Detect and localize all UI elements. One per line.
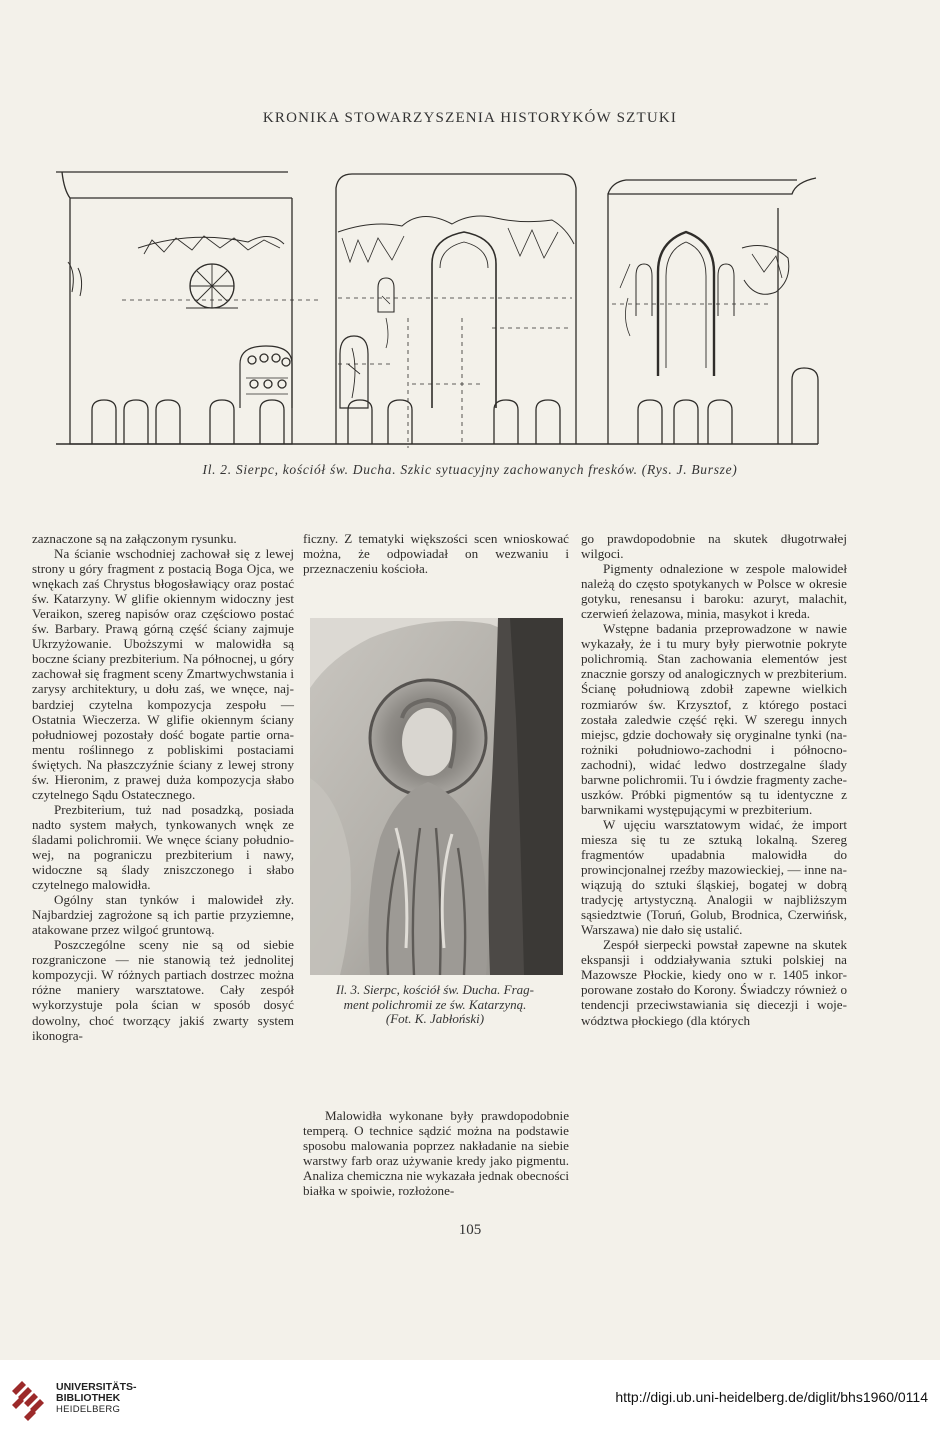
- paragraph: Prezbiterium, tuż nad posadzką, posiada nadto system małych, tynkowanych wnęk ze śladami polichromii. We wnęce ściany południowej, na pograniczu prezbiterium i nawy, widoczne są ślady zniszczonego i słabo czytelnego malowidła.: [32, 801, 294, 893]
- source-url-link[interactable]: http://digi.ub.uni-heidelberg.de/diglit/bhs1960/0114: [615, 1389, 928, 1405]
- library-logo-icon: [8, 1377, 52, 1421]
- paragraph: Wstępne badania przeprowadzone w nawie wykazały, że i tu mury były pierwotnie pokryte polichromią. Stan zachowania elementów jest znacznie gorszy od analogicznych w prezbiterium. Ścianę południową zdobił zapewne wielkich rozmiarów św. Krzysztof, z którego postaci została zaledwie część ręki. W szeregu innych miejsc, gdzie dochowały się oryginalne tynki (narożniki południowo-zachodni i północno-zachodni), widać ledwo dostrzegalne ślady barwne polichromii. Tu i ówdzie fragmenty zacheuszków. Próbki pigmentów są tu identyczne z barwnikami występującymi w prezbiterium.: [581, 621, 847, 817]
- running-title: KRONIKA STOWARZYSZENIA HISTORYKÓW SZTUKI: [262, 110, 678, 126]
- figure-2-caption: Il. 2. Sierpc, kościół św. Ducha. Szkic sytuacyjny zachowanych fresków. (Rys. J. Bursze): [202, 462, 738, 477]
- digital-library-footer: [0, 1360, 940, 1436]
- paragraph: ficzny. Z tematyki większości scen wnioskować można, że odpowiadał on wezwaniu i przeznaczeniu kościoła.: [303, 531, 569, 577]
- caption-line: ment polichromii ze św. Katarzyną.: [343, 996, 527, 1012]
- text-column-2-top: [303, 531, 569, 576]
- paragraph: Ogólny stan tynków i malowideł zły. Najbardziej zagrożone są ich partie przyziemne, atakowane przez wilgoć gruntową.: [32, 892, 294, 938]
- paragraph: W ujęciu warsztatowym widać, że import miesza się tu ze sztuką lokalną. Szereg fragmentów upadabnia malowidła do prowincjonalnej rzeźby mazowieckiej, — inne nawiązują do sztuki śląskiej, bogatej w dobrą tradycję artystyczną. Analogii w najbliższym sąsiedztwie (Toruń, Golub, Brodnica, Czerwińsk, Warszawa) nie dało się ustalić.: [581, 816, 847, 938]
- paragraph: Pigmenty odnalezione w zespole malowideł należą do często spotykanych w Polsce w okresie gotyku, renesansu i baroku: azuryt, malachit, czerwień żelazowa, minia, masykot i kreda.: [581, 561, 847, 622]
- paragraph: Zespół sierpecki powstał zapewne na skutek ekspansji i oddziaływania sztuki polskiej na Mazowsze Płockie, kiedy ono w r. 1405 inkorporowane zostało do Korony. Świadczy również o tendencji przeciwstawiania się diecezji i województwa płockiego (dla których: [581, 937, 847, 1028]
- fresco-photograph: [310, 618, 563, 975]
- paragraph: Malowidła wykonane były prawdopodobnie temperą. O technice sądzić można na podstawie sposobu malowania poprzez nakładanie na siebie warstwy farb oraz używanie kredy jako pigmentu. Analiza chemiczna nie wykazała jednak obecności białka w spoiwie, rozłożone-: [303, 1108, 569, 1199]
- paragraph: go prawdopodobnie na skutek długotrwałej wilgoci.: [581, 531, 847, 562]
- text-column-2-bottom: [303, 1108, 569, 1198]
- fresco-layout-drawing: [52, 168, 822, 450]
- photo-credit: (Fot. K. Jabłoński): [385, 1011, 485, 1026]
- figure-3-caption: [300, 983, 570, 1027]
- paragraph: zaznaczone są na załączonym rysunku.: [32, 531, 237, 546]
- caption-line: Il. 3. Sierpc, kościół św. Ducha. Frag-: [336, 982, 534, 997]
- paragraph: Poszczególne sceny nie są od siebie rozgraniczone — nie stanowią też jednolitej kompozycji. W różnych partiach dostrzec można różne maniery warsztatowe. Cały zespół wykorzystuje pola ścian w sposób dosyć dowolny, choć tworzący jakiś zwarty system ikonogra-: [32, 937, 294, 1043]
- paragraph: Na ścianie wschodniej zachował się z lewej strony u góry fragment z postacią Boga Ojca, we wnękach zaś Chrystus błogosławiący oraz postać św. Katarzyny. W glifie okiennym widoczny jest Veraikon, szereg napisów oraz częściowo postać św. Barbary. Prawą górną część ściany zajmuje Ukrzyżowanie. Uboższymi w malowidła są boczne ściany prezbiterium. Na północnej, u góry zachował się fragment sceny Zmartwychwstania i zarysy architektury, u dołu zaś, we wnęce, najbardziej czytelna kompozycja zespołu — Ostatnia Wieczerza. W glifie okiennym ściany południowej pozostały dość bogate partie ornamentu roślinnego z pobliskimi postaciami świętych. Na płaszczyźnie ściany z lewej strony św. Hieronim, z prawej duża kompozycja słabo czytelnego Sądu Ostatecznego.: [32, 546, 294, 802]
- text-column-3: [581, 531, 847, 1028]
- page-number: 105: [458, 1222, 482, 1238]
- library-name: UNIVERSITÄTS- BIBLIOTHEK HEIDELBERG: [56, 1381, 137, 1415]
- text-column-1: [32, 531, 294, 1043]
